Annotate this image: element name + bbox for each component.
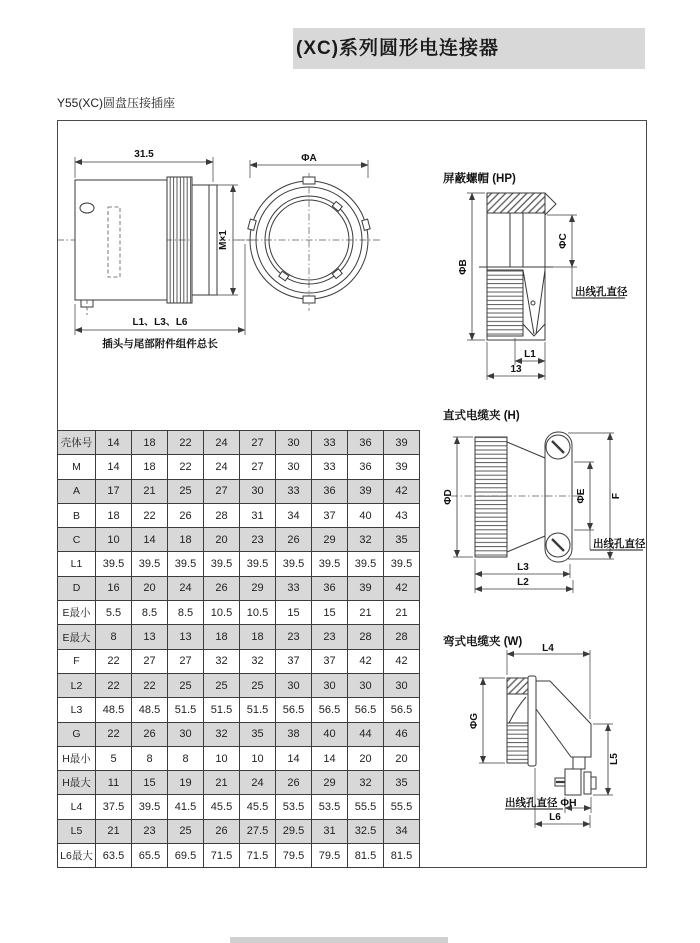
outlet-hole-label-h: 出线孔直径	[593, 538, 646, 550]
cell-value: 31	[312, 819, 348, 843]
dim-thread: M×1	[218, 230, 229, 250]
cell-value: 28	[384, 625, 420, 649]
cell-value: 39	[348, 479, 384, 503]
cell-value: 29	[312, 771, 348, 795]
cell-value: 30	[276, 431, 312, 455]
cell-value: 21	[132, 479, 168, 503]
shield-nut-drawing	[455, 186, 655, 386]
cell-value: 10.5	[240, 601, 276, 625]
cell-value: 30	[168, 722, 204, 746]
cell-value: 53.5	[312, 795, 348, 819]
table-row	[58, 746, 420, 770]
cell-value: 10	[96, 528, 132, 552]
cell-value: 24	[168, 576, 204, 600]
plug-side-drawing	[57, 138, 262, 368]
cell-value: 22	[132, 673, 168, 697]
cell-value: 21	[384, 601, 420, 625]
row-label: C	[58, 528, 96, 552]
dim-l5: L5	[609, 753, 620, 765]
row-label: F	[58, 649, 96, 673]
cell-value: 26	[132, 722, 168, 746]
cell-value: 63.5	[96, 844, 132, 868]
cell-value: 24	[204, 455, 240, 479]
table-row	[58, 844, 420, 868]
cell-value: 39	[384, 431, 420, 455]
cell-value: 11	[96, 771, 132, 795]
cell-value: 22	[96, 673, 132, 697]
cell-value: 39.5	[168, 552, 204, 576]
cell-value: 48.5	[132, 698, 168, 722]
cell-value: 32	[204, 722, 240, 746]
cell-value: 10.5	[204, 601, 240, 625]
cell-value: 41.5	[168, 795, 204, 819]
row-label: L3	[58, 698, 96, 722]
cell-value: 56.5	[348, 698, 384, 722]
cell-value: 8.5	[132, 601, 168, 625]
cell-value: 20	[204, 528, 240, 552]
cell-value: 36	[312, 576, 348, 600]
cell-value: 36	[348, 431, 384, 455]
cell-value: 33	[276, 479, 312, 503]
cell-value: 33	[312, 455, 348, 479]
cell-value: 14	[96, 455, 132, 479]
cell-value: 39.5	[348, 552, 384, 576]
row-label: E最小	[58, 601, 96, 625]
shield-nut-title: 屏蔽螺帽 (HP)	[443, 173, 516, 185]
dim-l3: L3	[517, 562, 529, 573]
dim-l6: L6	[549, 812, 561, 823]
cell-value: 22	[96, 722, 132, 746]
cell-value: 25	[204, 673, 240, 697]
outlet-hole-label-w: 出线孔直径 ΦH	[505, 797, 577, 809]
cell-value: 30	[384, 673, 420, 697]
table-row	[58, 673, 420, 697]
angle-clamp-drawing	[443, 645, 665, 837]
cell-value: 22	[96, 649, 132, 673]
cell-value: 55.5	[384, 795, 420, 819]
cell-value: 24	[240, 771, 276, 795]
cell-value: 5.5	[96, 601, 132, 625]
cell-value: 56.5	[276, 698, 312, 722]
table-row	[58, 722, 420, 746]
row-label: H最大	[58, 771, 96, 795]
cell-value: 32	[348, 771, 384, 795]
cell-value: 39.5	[276, 552, 312, 576]
cell-value: 13	[168, 625, 204, 649]
cell-value: 56.5	[312, 698, 348, 722]
cell-value: 25	[168, 819, 204, 843]
cell-value: 10	[240, 746, 276, 770]
row-label: 壳体号	[58, 431, 96, 455]
cell-value: 22	[168, 455, 204, 479]
cell-value: 35	[384, 528, 420, 552]
cell-value: 53.5	[276, 795, 312, 819]
table-row	[58, 479, 420, 503]
table-row	[58, 698, 420, 722]
row-label: E最大	[58, 625, 96, 649]
cell-value: 23	[132, 819, 168, 843]
cell-value: 44	[348, 722, 384, 746]
cell-value: 79.5	[276, 844, 312, 868]
dim-phi-g: ΦG	[469, 713, 480, 729]
page-title: (XC)系列圆形电连接器	[296, 38, 500, 59]
cell-value: 28	[204, 503, 240, 527]
table-row	[58, 455, 420, 479]
cell-value: 42	[384, 649, 420, 673]
cell-value: 37	[276, 649, 312, 673]
row-label: A	[58, 479, 96, 503]
cell-value: 56.5	[384, 698, 420, 722]
cell-value: 20	[348, 746, 384, 770]
cell-value: 51.5	[168, 698, 204, 722]
cell-value: 39.5	[204, 552, 240, 576]
cell-value: 25	[168, 479, 204, 503]
cell-value: 33	[312, 431, 348, 455]
cell-value: 16	[96, 576, 132, 600]
cell-value: 14	[312, 746, 348, 770]
cell-value: 34	[384, 819, 420, 843]
table-row	[58, 503, 420, 527]
cell-value: 25	[240, 673, 276, 697]
cell-value: 27.5	[240, 819, 276, 843]
cell-value: 36	[348, 455, 384, 479]
cell-value: 42	[348, 649, 384, 673]
row-label: D	[58, 576, 96, 600]
dim-13: 13	[510, 364, 522, 375]
cell-value: 71.5	[204, 844, 240, 868]
cell-value: 30	[348, 673, 384, 697]
cell-value: 28	[348, 625, 384, 649]
outlet-hole-label-hp: 出线孔直径	[575, 286, 628, 298]
cell-value: 40	[348, 503, 384, 527]
table-row	[58, 431, 420, 455]
cell-value: 23	[276, 625, 312, 649]
cell-value: 30	[312, 673, 348, 697]
cell-value: 18	[132, 455, 168, 479]
cell-value: 81.5	[384, 844, 420, 868]
cell-value: 18	[204, 625, 240, 649]
row-label: M	[58, 455, 96, 479]
cell-value: 39.5	[132, 552, 168, 576]
table-row	[58, 771, 420, 795]
table-row	[58, 795, 420, 819]
cell-value: 81.5	[348, 844, 384, 868]
row-label: L1	[58, 552, 96, 576]
cell-value: 19	[168, 771, 204, 795]
cell-value: 43	[384, 503, 420, 527]
cell-value: 15	[312, 601, 348, 625]
cell-value: 14	[96, 431, 132, 455]
plug-side-caption: 插头与尾部附件组件总长	[102, 338, 218, 350]
cell-value: 24	[204, 431, 240, 455]
cell-value: 26	[204, 576, 240, 600]
cell-value: 37	[312, 649, 348, 673]
cell-value: 8	[96, 625, 132, 649]
cell-value: 42	[384, 479, 420, 503]
cell-value: 35	[240, 722, 276, 746]
cell-value: 40	[312, 722, 348, 746]
cell-value: 55.5	[348, 795, 384, 819]
cell-value: 39.5	[312, 552, 348, 576]
cell-value: 21	[204, 771, 240, 795]
cell-value: 26	[168, 503, 204, 527]
table-row	[58, 625, 420, 649]
row-label: L2	[58, 673, 96, 697]
cell-value: 34	[276, 503, 312, 527]
row-label: L6最大	[58, 844, 96, 868]
cell-value: 29.5	[276, 819, 312, 843]
page-title-band	[293, 28, 645, 69]
cell-value: 14	[132, 528, 168, 552]
cell-value: 18	[240, 625, 276, 649]
cell-value: 8.5	[168, 601, 204, 625]
cell-value: 30	[276, 673, 312, 697]
cell-value: 37	[312, 503, 348, 527]
cell-value: 21	[348, 601, 384, 625]
cell-value: 10	[204, 746, 240, 770]
cell-value: 33	[276, 576, 312, 600]
dim-31-5: 31.5	[134, 149, 154, 160]
cell-value: 31	[240, 503, 276, 527]
row-label: L4	[58, 795, 96, 819]
cell-value: 45.5	[204, 795, 240, 819]
spec-table	[57, 430, 420, 868]
row-label: G	[58, 722, 96, 746]
cell-value: 45.5	[240, 795, 276, 819]
cell-value: 8	[168, 746, 204, 770]
cell-value: 21	[96, 819, 132, 843]
dim-l2: L2	[517, 577, 529, 588]
dim-l4: L4	[542, 643, 554, 654]
cell-value: 5	[96, 746, 132, 770]
cell-value: 69.5	[168, 844, 204, 868]
cell-value: 51.5	[240, 698, 276, 722]
page-subtitle: Y55(XC)圆盘压接插座	[57, 96, 176, 110]
straight-clamp-drawing	[443, 428, 665, 600]
cell-value: 22	[168, 431, 204, 455]
dim-phi-e: ΦE	[576, 488, 587, 504]
cell-value: 27	[132, 649, 168, 673]
cell-value: 35	[384, 771, 420, 795]
dim-phi-a: ΦA	[301, 153, 317, 164]
footer-bar	[230, 937, 448, 943]
cell-value: 15	[132, 771, 168, 795]
dim-f: F	[611, 492, 622, 500]
cell-value: 15	[276, 601, 312, 625]
cell-value: 13	[132, 625, 168, 649]
cell-value: 23	[240, 528, 276, 552]
cell-value: 36	[312, 479, 348, 503]
cell-value: 26	[204, 819, 240, 843]
cell-value: 32.5	[348, 819, 384, 843]
table-row	[58, 649, 420, 673]
angle-clamp-title: 弯式电缆夹 (W)	[443, 636, 523, 648]
row-label: H最小	[58, 746, 96, 770]
cell-value: 20	[384, 746, 420, 770]
cell-value: 79.5	[312, 844, 348, 868]
cell-value: 39	[384, 455, 420, 479]
table-row	[58, 552, 420, 576]
dim-phi-c: ΦC	[558, 233, 569, 249]
cell-value: 18	[96, 503, 132, 527]
cell-value: 48.5	[96, 698, 132, 722]
dim-phi-d: ΦD	[443, 489, 454, 505]
cell-value: 27	[168, 649, 204, 673]
cell-value: 51.5	[204, 698, 240, 722]
plug-front-drawing	[242, 148, 382, 323]
cell-value: 38	[276, 722, 312, 746]
table-row	[58, 576, 420, 600]
cell-value: 39.5	[384, 552, 420, 576]
dim-l1-hp: L1	[524, 349, 536, 360]
table-row	[58, 601, 420, 625]
cell-value: 20	[132, 576, 168, 600]
cell-value: 18	[168, 528, 204, 552]
cell-value: 42	[384, 576, 420, 600]
cell-value: 30	[240, 479, 276, 503]
cell-value: 22	[132, 503, 168, 527]
cell-value: 32	[240, 649, 276, 673]
cell-value: 25	[168, 673, 204, 697]
table-row	[58, 528, 420, 552]
table-row	[58, 819, 420, 843]
dim-lengths: L1、L3、L6	[132, 317, 188, 328]
cell-value: 29	[312, 528, 348, 552]
cell-value: 29	[240, 576, 276, 600]
cell-value: 32	[204, 649, 240, 673]
cell-value: 18	[132, 431, 168, 455]
cell-value: 27	[240, 455, 276, 479]
cell-value: 32	[348, 528, 384, 552]
cell-value: 14	[276, 746, 312, 770]
cell-value: 30	[276, 455, 312, 479]
row-label: B	[58, 503, 96, 527]
cell-value: 37.5	[96, 795, 132, 819]
cell-value: 23	[312, 625, 348, 649]
cell-value: 8	[132, 746, 168, 770]
cell-value: 39.5	[132, 795, 168, 819]
cell-value: 39.5	[96, 552, 132, 576]
dim-phi-b: ΦB	[458, 259, 469, 275]
cell-value: 17	[96, 479, 132, 503]
cell-value: 27	[204, 479, 240, 503]
cell-value: 65.5	[132, 844, 168, 868]
row-label: L5	[58, 819, 96, 843]
straight-clamp-title: 直式电缆夹 (H)	[443, 410, 520, 422]
cell-value: 26	[276, 771, 312, 795]
spec-table-body	[58, 431, 420, 868]
cell-value: 39	[348, 576, 384, 600]
cell-value: 27	[240, 431, 276, 455]
cell-value: 26	[276, 528, 312, 552]
cell-value: 39.5	[240, 552, 276, 576]
cell-value: 46	[384, 722, 420, 746]
cell-value: 71.5	[240, 844, 276, 868]
